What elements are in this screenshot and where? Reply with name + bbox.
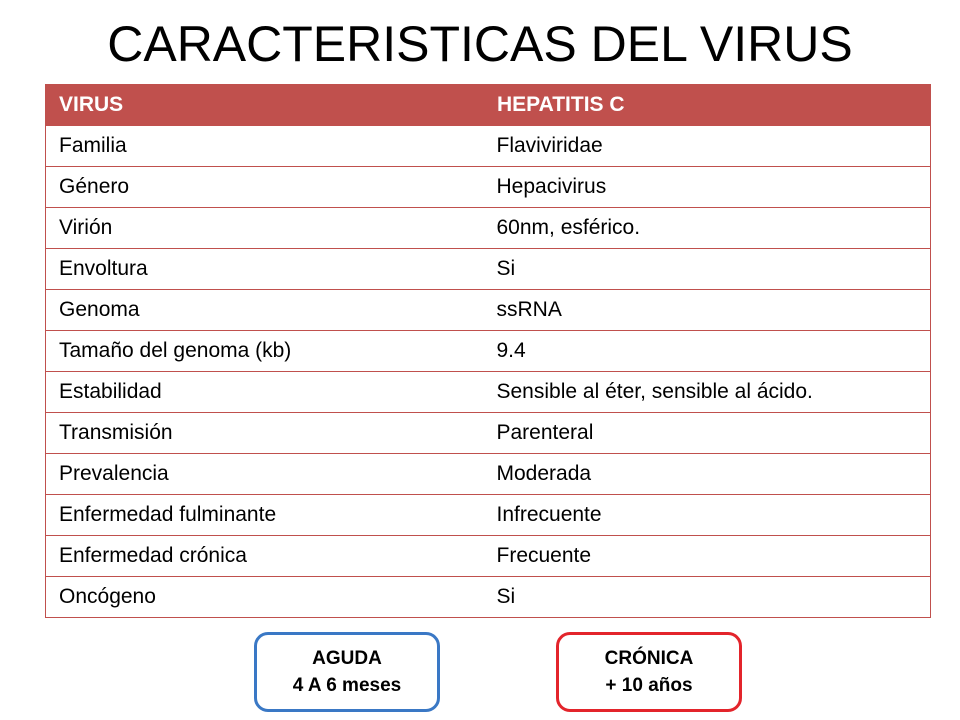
column-header-hepatitis-c: HEPATITIS C — [484, 85, 931, 126]
table-row — [46, 536, 931, 577]
chronic-phase-label: CRÓNICA — [604, 648, 694, 669]
row-property: Envoltura — [46, 249, 484, 290]
acute-phase-label: AGUDA — [312, 648, 382, 669]
row-value: Hepacivirus — [484, 167, 931, 208]
table-row — [46, 249, 931, 290]
row-property: Oncógeno — [46, 577, 484, 618]
row-property: Género — [46, 167, 484, 208]
acute-phase-duration: 4 A 6 meses — [292, 675, 402, 696]
row-value: Si — [484, 577, 931, 618]
row-value: Frecuente — [484, 536, 931, 577]
row-value: 9.4 — [484, 331, 931, 372]
row-property: Genoma — [46, 290, 484, 331]
virus-characteristics-table — [45, 84, 931, 618]
row-property: Prevalencia — [46, 454, 484, 495]
row-value: Parenteral — [484, 413, 931, 454]
row-property: Transmisión — [46, 413, 484, 454]
column-header-virus: VIRUS — [46, 85, 484, 126]
table-row — [46, 208, 931, 249]
row-value: Infrecuente — [484, 495, 931, 536]
table-row — [46, 413, 931, 454]
row-property: Familia — [46, 126, 484, 167]
row-property: Virión — [46, 208, 484, 249]
row-property: Enfermedad crónica — [46, 536, 484, 577]
row-value: ssRNA — [484, 290, 931, 331]
row-property: Tamaño del genoma (kb) — [46, 331, 484, 372]
table-row — [46, 372, 931, 413]
table-header-row — [46, 85, 931, 126]
row-value: Si — [484, 249, 931, 290]
chronic-phase-duration: + 10 años — [605, 675, 693, 696]
table-row — [46, 454, 931, 495]
table-row — [46, 495, 931, 536]
row-property: Enfermedad fulminante — [46, 495, 484, 536]
table-row — [46, 290, 931, 331]
chronic-phase-badge — [556, 632, 742, 712]
page-title: CARACTERISTICAS DEL VIRUS — [107, 16, 853, 72]
table-row — [46, 331, 931, 372]
row-value: 60nm, esférico. — [484, 208, 931, 249]
table-row — [46, 126, 931, 167]
row-property: Estabilidad — [46, 372, 484, 413]
row-value: Flaviviridae — [484, 126, 931, 167]
row-value: Sensible al éter, sensible al ácido. — [484, 372, 931, 413]
table-row — [46, 577, 931, 618]
table-row — [46, 167, 931, 208]
row-value: Moderada — [484, 454, 931, 495]
acute-phase-badge — [254, 632, 440, 712]
